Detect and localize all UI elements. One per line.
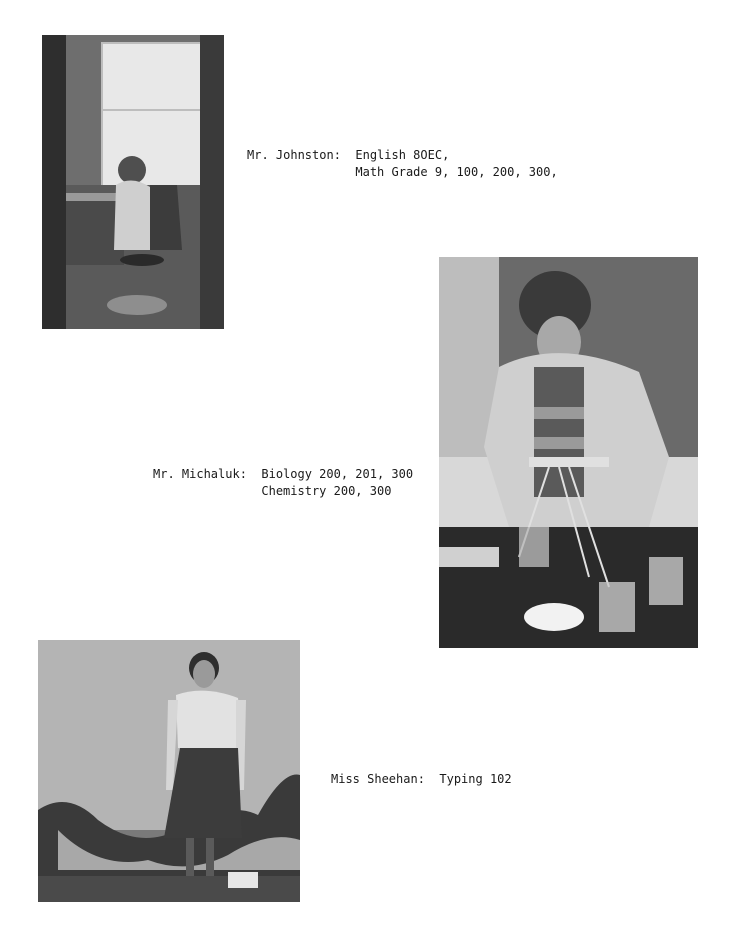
subject-line: Typing 102 bbox=[439, 772, 512, 786]
caption-johnston bbox=[247, 147, 558, 181]
subject-line: Math Grade 9, 100, 200, 300, bbox=[355, 165, 558, 179]
photo-michaluk bbox=[439, 257, 698, 648]
teacher-name: Mr. Michaluk: bbox=[153, 467, 247, 481]
photo-sheehan bbox=[38, 640, 300, 902]
subject-line: Biology 200, 201, 300 bbox=[261, 467, 414, 481]
photo-johnston bbox=[42, 35, 224, 329]
teacher-name: Mr. Johnston: bbox=[247, 148, 341, 162]
subject-line: English 8OEC, bbox=[355, 148, 450, 162]
subject-line: Chemistry 200, 300 bbox=[261, 484, 392, 498]
teacher-name: Miss Sheehan: bbox=[331, 772, 425, 786]
caption-sheehan bbox=[331, 771, 512, 788]
caption-michaluk bbox=[153, 466, 413, 500]
